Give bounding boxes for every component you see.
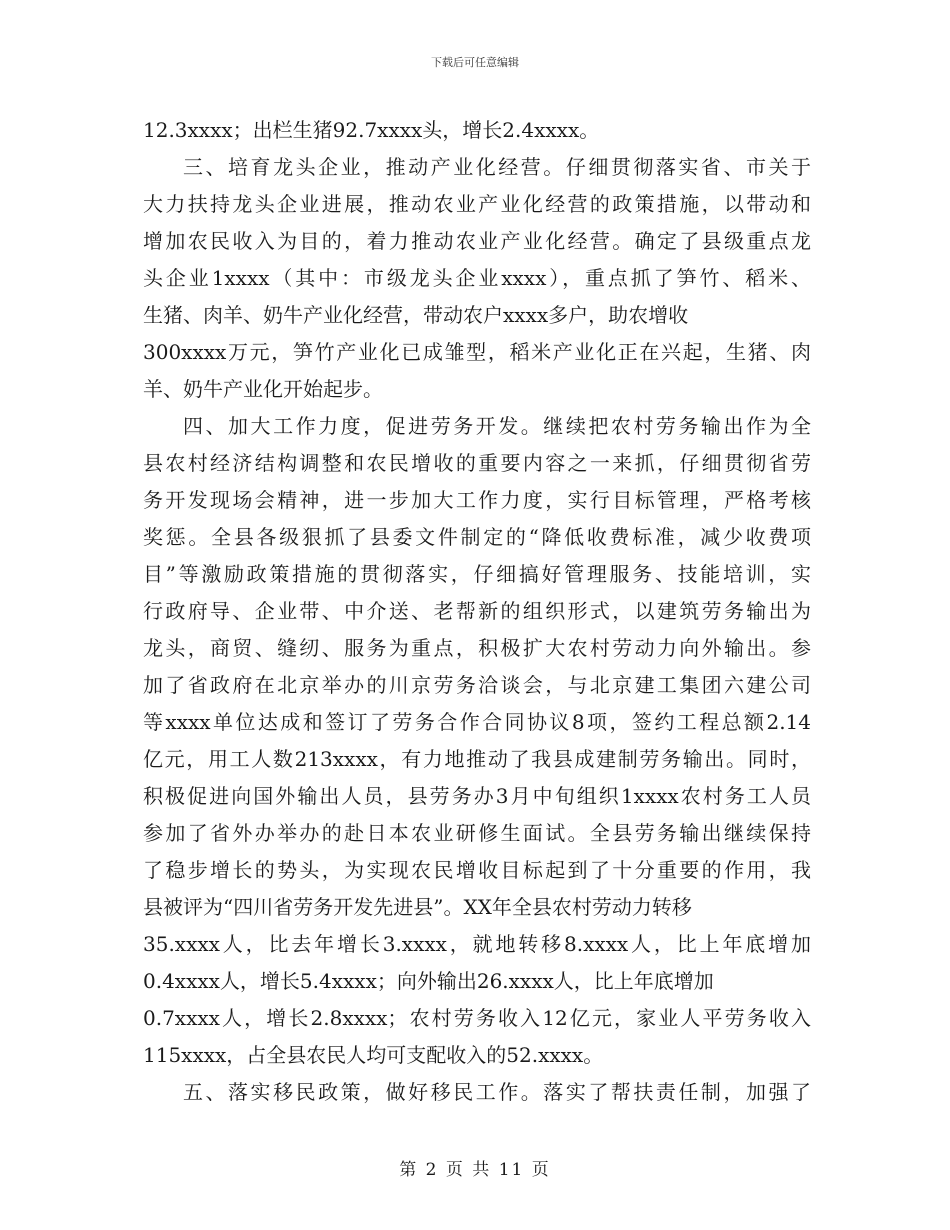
text-line: 参加了省外办举办的赴日本农业研修生面试。全县劳务输出继续保持 <box>143 821 811 845</box>
text-line: 务开发现场会精神，进一步加大工作力度，实行目标管理，严格考核 <box>143 488 811 512</box>
text-line: 羊、奶牛产业化开始起步。 <box>143 377 383 401</box>
text-line: 目”等激励政策措施的贯彻落实，仔细搞好管理服务、技能培训，实 <box>143 562 811 586</box>
text-line: 县被评为“四川省劳务开发先进县”。XX年全县农村劳动力转移 <box>143 895 692 919</box>
text-line: 五、落实移民政策，做好移民工作。落实了帮扶责任制，加强了 <box>183 1080 811 1104</box>
page-footer: 第 2 页 共 11 页 <box>399 1160 551 1180</box>
text-line: 头企业1xxxx（其中：市级龙头企业xxxx），重点抓了笋竹、稻米、 <box>143 266 811 290</box>
text-line: 四、加大工作力度，促进劳务开发。继续把农村劳务输出作为全 <box>183 414 811 438</box>
page-header: 下载后可任意编辑 <box>431 56 519 69</box>
text-line: 增加农民收入为目的，着力推动农业产业化经营。确定了县级重点龙 <box>143 229 811 253</box>
text-line: 115xxxx，占全县农民人均可支配收入的52.xxxx。 <box>143 1043 604 1067</box>
text-line: 县农村经济结构调整和农民增收的重要内容之一来抓，仔细贯彻省劳 <box>143 451 811 475</box>
text-line: 亿元，用工人数213xxxx，有力地推动了我县成建制劳务输出。同时， <box>143 747 811 771</box>
text-line: 奖惩。全县各级狠抓了县委文件制定的“降低收费标准，减少收费项 <box>143 525 811 549</box>
text-line: 12.3xxxx；出栏生猪92.7xxxx头，增长2.4xxxx。 <box>143 118 600 142</box>
text-line: 35.xxxx人，比去年增长3.xxxx，就地转移8.xxxx人，比上年底增加 <box>143 932 811 956</box>
text-line: 0.7xxxx人，增长2.8xxxx；农村劳务收入12亿元，家业人平劳务收入 <box>143 1006 811 1030</box>
text-line: 三、培育龙头企业，推动产业化经营。仔细贯彻落实省、市关于 <box>183 155 811 179</box>
text-line: 积极促进向国外输出人员，县劳务办3月中旬组织1xxxx农村务工人员 <box>143 784 811 808</box>
text-line: 大力扶持龙头企业进展，推动农业产业化经营的政策措施，以带动和 <box>143 192 811 216</box>
text-line: 加了省政府在北京举办的川京劳务洽谈会，与北京建工集团六建公司 <box>143 673 811 697</box>
text-line: 等xxxx单位达成和签订了劳务合作合同协议8项，签约工程总额2.14 <box>143 710 811 734</box>
text-line: 生猪、肉羊、奶牛产业化经营，带动农户xxxx多户，助农增收 <box>143 303 689 327</box>
text-line: 0.4xxxx人，增长5.4xxxx；向外输出26.xxxx人，比上年底增加 <box>143 969 714 993</box>
text-line: 了稳步增长的势头，为实现农民增收目标起到了十分重要的作用，我 <box>143 858 811 882</box>
text-line: 龙头，商贸、缝纫、服务为重点，积极扩大农村劳动力向外输出。参 <box>143 636 811 660</box>
document-body <box>143 112 811 1111</box>
text-line: 300xxxx万元，笋竹产业化已成雏型，稻米产业化正在兴起，生猪、肉 <box>143 340 811 364</box>
text-line: 行政府导、企业带、中介送、老帮新的组织形式，以建筑劳务输出为 <box>143 599 811 623</box>
